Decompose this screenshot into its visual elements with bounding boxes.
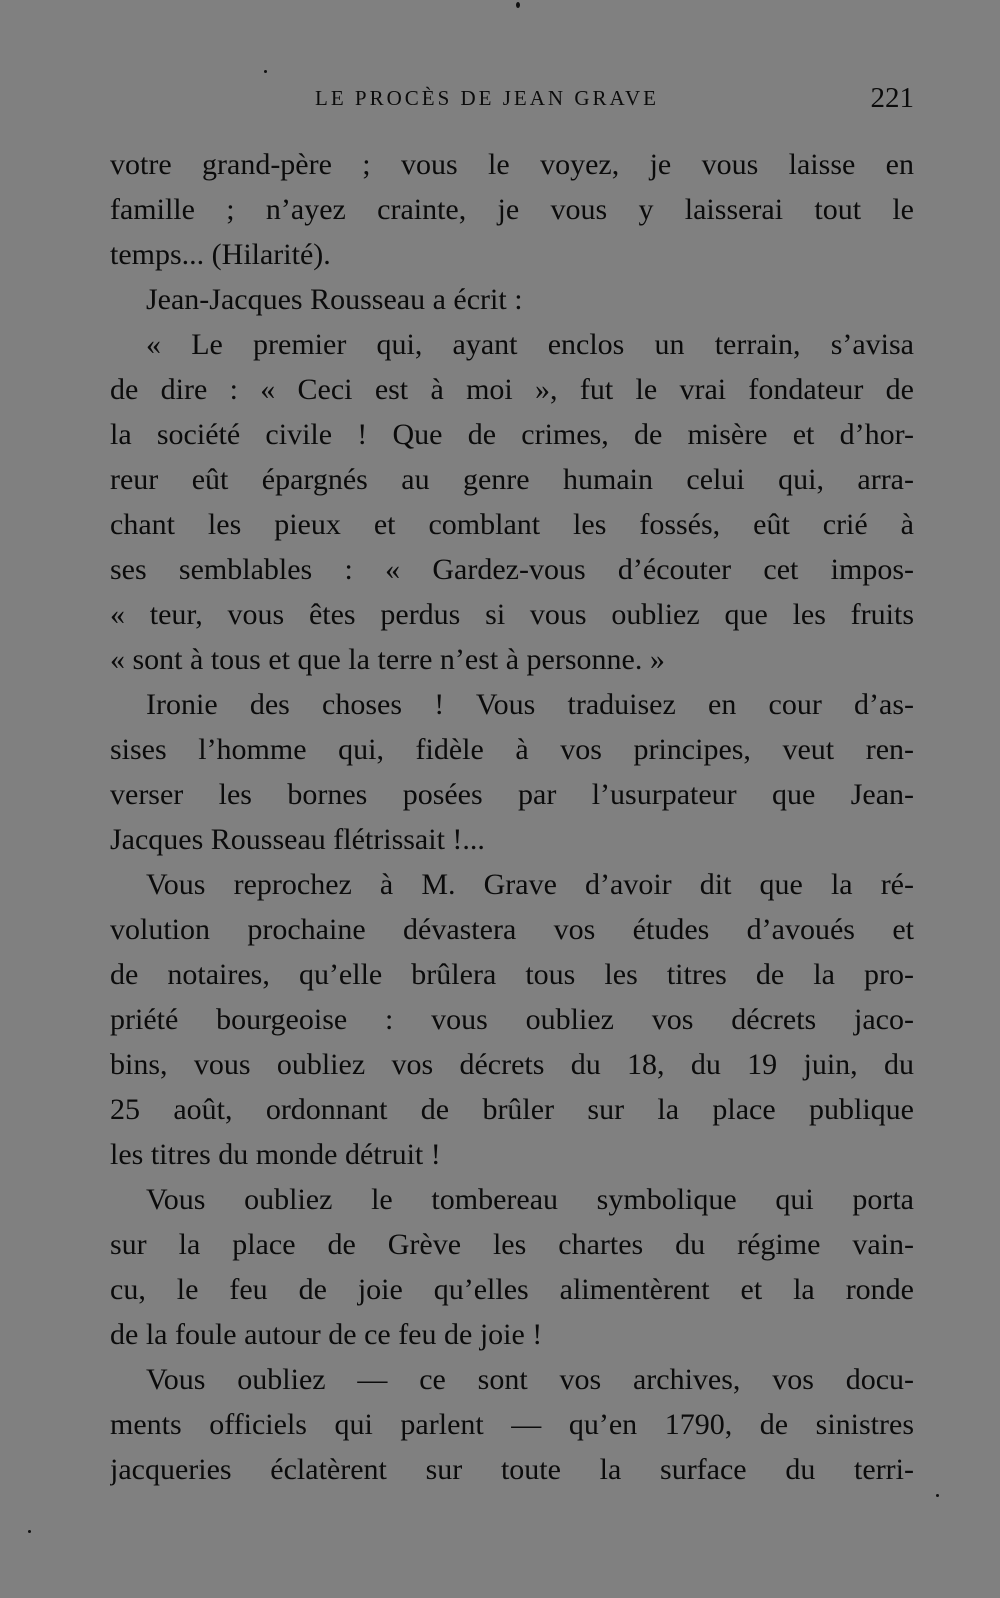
text-line: Vous oubliez le tombereau symbolique qui porta [146, 1183, 914, 1216]
text-line: « Le premier qui, ayant enclos un terrain, s’avisa [146, 328, 914, 361]
text-line: jacqueries éclatèrent sur toute la surface du terri- [110, 1453, 914, 1486]
text-line: Vous oubliez — ce sont vos archives, vos docu- [146, 1363, 914, 1396]
text-line: « sont à tous et que la terre n’est à personne. » [110, 643, 665, 676]
text-line: Ironie des choses ! Vous traduisez en cour d’as- [146, 688, 914, 721]
text-line: famille ; n’ayez crainte, je vous y laisserai tout le [110, 193, 914, 226]
text-line: votre grand-père ; vous le voyez, je vous laisse en [110, 148, 914, 181]
text-line: verser les bornes posées par l’usurpateur que Jean- [110, 778, 914, 811]
text-line: ses semblables : « Gardez-vous d’écouter cet impos- [110, 553, 914, 586]
text-line: temps... (Hilarité). [110, 238, 331, 271]
running-title: LE PROCÈS DE JEAN GRAVE [315, 86, 659, 110]
text-line: les titres du monde détruit ! [110, 1138, 441, 1171]
text-line: la société civile ! Que de crimes, de misère et d’hor- [110, 418, 914, 451]
text-line: Vous reprochez à M. Grave d’avoir dit que la ré- [146, 868, 914, 901]
text-line: reur eût épargnés au genre humain celui qui, arra- [110, 463, 914, 496]
text-line: 25 août, ordonnant de brûler sur la place publique [110, 1093, 914, 1126]
scan-speck [28, 1530, 31, 1533]
text-line: cu, le feu de joie qu’elles alimentèrent et la ronde [110, 1273, 914, 1306]
text-line: sises l’homme qui, fidèle à vos principes, veut ren- [110, 733, 914, 766]
text-line: de la foule autour de ce feu de joie ! [110, 1318, 543, 1351]
text-line: Jean-Jacques Rousseau a écrit : [146, 283, 523, 316]
scan-speck [516, 2, 520, 8]
text-line: sur la place de Grève les chartes du régime vain- [110, 1228, 914, 1261]
scan-speck [936, 1494, 939, 1497]
text-line: de dire : « Ceci est à moi », fut le vrai fondateur de [110, 373, 914, 406]
scan-speck [264, 70, 267, 73]
text-line: Jacques Rousseau flétrissait !... [110, 823, 485, 856]
page-number: 221 [870, 82, 914, 114]
text-line: « teur, vous êtes perdus si vous oubliez que les fruits [110, 598, 914, 631]
page-body [110, 142, 914, 1492]
text-line: priété bourgeoise : vous oubliez vos décrets jaco- [110, 1003, 914, 1036]
text-line: bins, vous oubliez vos décrets du 18, du 19 juin, du [110, 1048, 914, 1081]
text-line: de notaires, qu’elle brûlera tous les titres de la pro- [110, 958, 914, 991]
page-header [110, 82, 914, 116]
text-line: ments officiels qui parlent — qu’en 1790, de sinistres [110, 1408, 914, 1441]
text-line: volution prochaine dévastera vos études d’avoués et [110, 913, 914, 946]
text-line: chant les pieux et comblant les fossés, eût crié à [110, 508, 914, 541]
